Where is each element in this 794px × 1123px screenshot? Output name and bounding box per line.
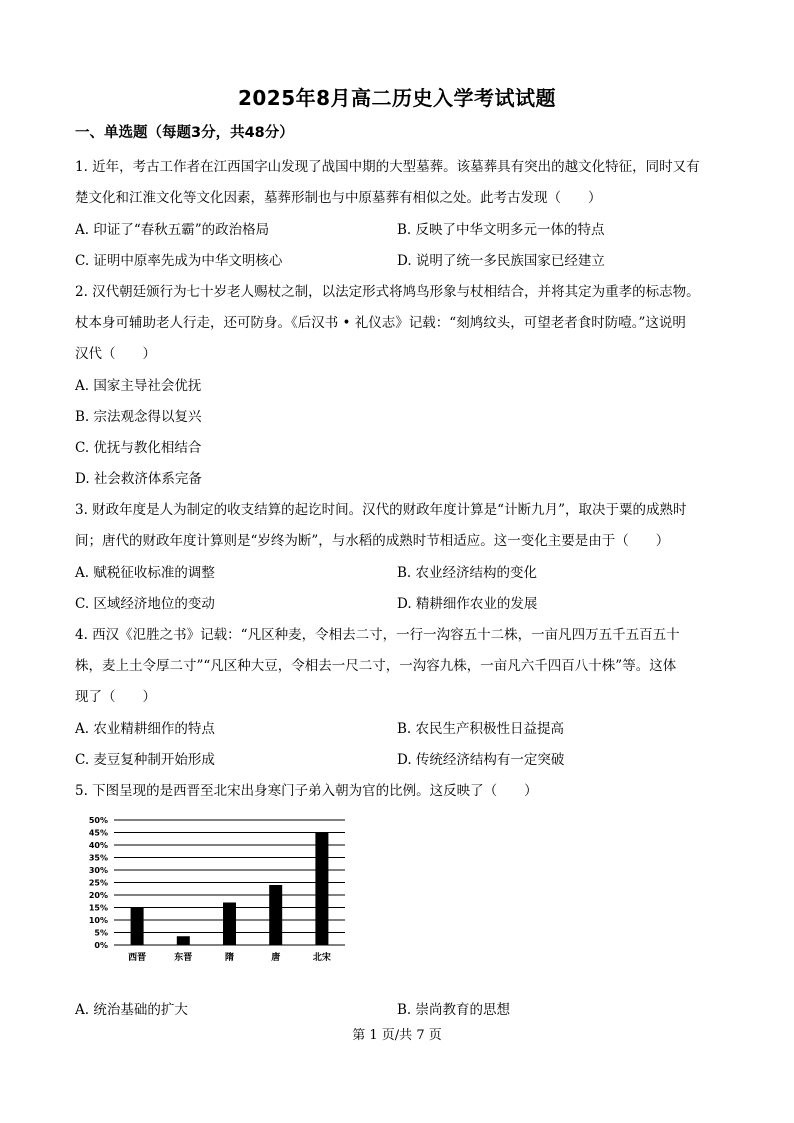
q2-option-b[interactable]: B. 宗法观念得以复兴: [75, 409, 202, 425]
y-tick-label: 0%: [94, 941, 108, 950]
q1-line-2: 楚文化和江淮文化等文化因素，墓葬形制也与中原墓葬有相似之处。此考古发现（ ）: [75, 190, 602, 206]
section-heading: 一、单选题（每题3分，共48分）: [75, 125, 294, 141]
q3-line-1: 3. 财政年度是人为制定的收支结算的起讫时间。汉代的财政年度计算是“计断九月”，取决于粟的成熟时: [75, 502, 687, 518]
q1-option-c[interactable]: C. 证明中原率先成为中华文明核心: [75, 253, 283, 269]
page-title: 2025年8月高二历史入学考试试题: [237, 86, 557, 110]
y-tick-label: 50%: [88, 816, 108, 825]
x-tick-label: 东晋: [174, 953, 193, 963]
x-tick-label: 北宋: [312, 953, 331, 963]
bar-3: [269, 885, 282, 945]
q2-option-c[interactable]: C. 优抚与教化相结合: [75, 440, 202, 456]
q4-option-c[interactable]: C. 麦豆复种制开始形成: [75, 752, 215, 768]
q3-line-2: 间；唐代的财政年度计算则是“岁终为断”，与水稻的成熟时节相适应。这一变化主要是由于（ ）: [75, 533, 670, 549]
y-tick-label: 25%: [88, 878, 108, 888]
x-tick-label: 隋: [224, 953, 235, 963]
q4-option-a[interactable]: A. 农业精耕细作的特点: [75, 721, 215, 737]
q2-line-1: 2. 汉代朝廷颁行为七十岁老人赐杖之制，以法定形式将鸠鸟形象与杖相结合，并将其定为重孝的标志物。: [75, 284, 700, 300]
q4-option-d[interactable]: D. 传统经济结构有一定突破: [397, 752, 565, 768]
y-tick-label: 45%: [88, 828, 108, 838]
q3-option-b[interactable]: B. 农业经济结构的变化: [397, 565, 538, 581]
q2-option-d[interactable]: D. 社会救济体系完备: [75, 471, 202, 487]
q2-line-3: 汉代（ ）: [75, 346, 156, 362]
q1-option-b[interactable]: B. 反映了中华文明多元一体的特点: [397, 222, 605, 238]
q4-line-1: 4. 西汉《氾胜之书》记载：“凡区种麦，令相去二寸，一行一沟容五十二株，一亩凡四万五千五百五十: [75, 627, 680, 643]
q2-line-2: 杖本身可辅助老人行走，还可防身。《后汉书 • 礼仪志》记载：“刻鸠纹头，可望老者食时防噎。”这说明: [75, 315, 686, 331]
bar-1: [177, 936, 190, 945]
y-tick-label: 35%: [88, 853, 108, 863]
q4-option-b[interactable]: B. 农民生产积极性日益提高: [397, 721, 565, 737]
q4-line-3: 现了（ ）: [75, 689, 156, 705]
x-tick-label: 唐: [271, 953, 281, 963]
q4-line-2: 株，麦上土令厚二寸”“凡区种大豆，令相去一尺二寸，一沟容九株，一亩凡六千四百八十株”等。这体: [75, 658, 677, 674]
y-tick-label: 30%: [88, 866, 108, 875]
q1-line-1: 1. 近年，考古工作者在江西国字山发现了战国中期的大型墓葬。该墓葬具有突出的越文化特征，同时又有: [75, 159, 700, 175]
bar-4: [315, 833, 328, 946]
bar-2: [223, 903, 236, 946]
q3-option-c[interactable]: C. 区域经济地位的变动: [75, 596, 215, 612]
q1-option-d[interactable]: D. 说明了统一多民族国家已经建立: [397, 253, 605, 269]
q5-line-1: 5. 下图呈现的是西晋至北宋出身寒门子弟入朝为官的比例。这反映了（ ）: [75, 783, 538, 799]
officials-ratio-chart: [80, 810, 360, 970]
q2-option-a[interactable]: A. 国家主导社会优抚: [75, 378, 202, 394]
y-tick-label: 5%: [94, 928, 108, 938]
q1-option-a[interactable]: A. 印证了“春秋五霸”的政治格局: [75, 222, 270, 238]
y-tick-label: 40%: [88, 841, 108, 850]
y-tick-label: 10%: [88, 916, 108, 925]
y-tick-label: 15%: [88, 903, 108, 913]
x-tick-label: 西晋: [128, 953, 147, 963]
q3-option-a[interactable]: A. 赋税征收标准的调整: [75, 565, 215, 581]
q5-option-a[interactable]: A. 统治基础的扩大: [75, 1002, 188, 1018]
page-footer: 第 1 页/共 7 页: [352, 1028, 442, 1043]
q3-option-d[interactable]: D. 精耕细作农业的发展: [397, 596, 538, 612]
bar-0: [131, 908, 144, 946]
y-tick-label: 20%: [88, 891, 108, 900]
q5-option-b[interactable]: B. 崇尚教育的思想: [397, 1002, 511, 1018]
